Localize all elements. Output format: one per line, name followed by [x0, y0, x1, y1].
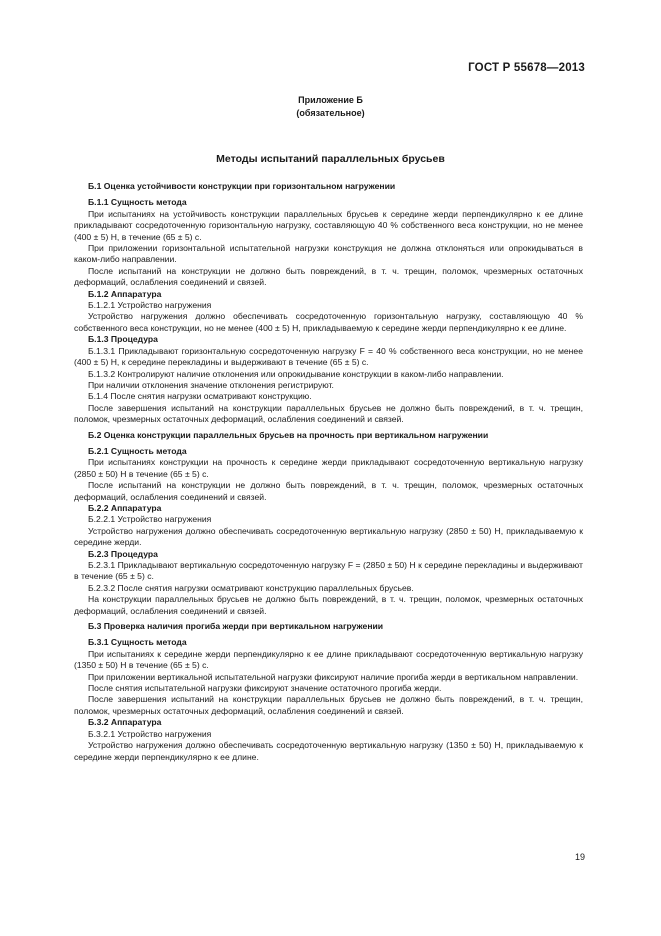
subsection-heading: Б.2.3 Процедура — [88, 548, 158, 559]
annex-title: Приложение Б — [298, 95, 363, 105]
section-heading: Б.3 Проверка наличия прогиба жерди при вертикальном нагружении — [88, 621, 384, 632]
paragraph: При испытаниях конструкции на прочность к середине жерди прикладывают сосредоточенную вертикальную нагрузку (2850 ± 50) Н в течение (65 ± 5) с. — [74, 457, 583, 479]
subsection-heading: Б.1.1 Сущность метода — [88, 197, 187, 208]
paragraph: Б.2.3.1 Прикладывают вертикальную сосредоточенную нагрузку F = (2850 ± 50) Н к середине перекладины и выдерживают в течение (65 ± 5) с. — [74, 560, 583, 582]
paragraph: На конструкции параллельных брусьев не должно быть повреждений, в т. ч. трещин, поломок, чрезмерных остаточных деформаций, ослабления соединений и связей. — [74, 594, 583, 616]
paragraph: Б.1.4 После снятия нагрузки осматривают конструкцию. — [88, 391, 312, 402]
annex-status: (обязательное) — [296, 108, 365, 118]
paragraph: После завершения испытаний на конструкции параллельных брусьев не должно быть повреждений, в т. ч. трещин, поломок, чрезмерных остаточных деформаций, ослабления соединений и связей. — [74, 402, 583, 425]
standard-designation: ГОСТ Р 55678—2013 — [468, 62, 585, 74]
paragraph: После испытаний на конструкции не должно быть повреждений, в т. ч. трещин, поломок, чрезмерных остаточных деформаций, ослабления соединений и связей. — [74, 265, 583, 288]
subsection-heading: Б.3.2 Аппаратура — [88, 717, 162, 728]
subsection-heading: Б.2.1 Сущность метода — [88, 445, 187, 456]
section-heading: Б.2 Оценка конструкции параллельных брусьев на прочность при вертикальном нагружении — [88, 429, 489, 440]
paragraph: При приложении вертикальной испытательной нагрузки фиксируют наличие прогиба жерди в вертикальном направлении. — [88, 671, 579, 682]
paragraph: При испытаниях на устойчивость конструкции параллельных брусьев к середине жерди перпендикулярно к ее длине прикладывают сосредоточенную горизонтальную нагрузку, составляющую 40 % собственного веса конструкции, но не менее (400 ± 5) Н, в течение (65 ± 5) с. — [74, 208, 583, 242]
clause-label: Б.1.2.1 Устройство нагружения — [88, 300, 212, 311]
clause-label: Б.3.2.1 Устройство нагружения — [88, 728, 212, 739]
paragraph: Б.2.3.2 После снятия нагрузки осматривают конструкцию параллельных брусьев. — [88, 582, 414, 593]
document-body — [74, 181, 583, 763]
paragraph: После испытаний на конструкции не должно быть повреждений, в т. ч. трещин, поломок, чрезмерных остаточных деформаций, ослабления соединений и связей. — [74, 480, 583, 502]
subsection-heading: Б.1.2 Аппаратура — [88, 288, 162, 299]
paragraph: При наличии отклонения значение отклонения регистрируют. — [88, 379, 334, 390]
paragraph: Устройство нагружения должно обеспечивать сосредоточенную вертикальную нагрузку (1350 ± 50) Н, прикладываемую к середине жерди перпендикулярно к ее длине. — [74, 740, 583, 762]
subsection-heading: Б.3.1 Сущность метода — [88, 637, 187, 648]
paragraph: Устройство нагружения должно обеспечивать сосредоточенную горизонтальную нагрузку, составляющую 40 % собственного веса конструкции, но не менее (400 ± 5) Н, прикладываемую к середине жерди перпендикулярно к ее длине. — [74, 311, 583, 333]
paragraph: Б.1.3.2 Контролируют наличие отклонения или опрокидывание конструкции в каком-либо направлении. — [88, 368, 504, 379]
paragraph: Б.1.3.1 Прикладывают горизонтальную сосредоточенную нагрузку F = 40 % собственного веса конструкции, но не менее (400 ± 5) Н, к середине перекладины и выдерживают в течение (65 ± 5) с. — [74, 345, 583, 368]
paragraph: При испытаниях к середине жерди перпендикулярно к ее длине прикладывают сосредоточенную вертикальную нагрузку (1350 ± 50) Н в течение (65 ± 5) с. — [74, 648, 583, 671]
clause-label: Б.2.2.1 Устройство нагружения — [88, 514, 212, 525]
paragraph: После снятия испытательной нагрузки фиксируют значение остаточного прогиба жерди. — [88, 683, 442, 694]
section-heading: Б.1 Оценка устойчивости конструкции при горизонтальном нагружении — [88, 181, 396, 191]
subsection-heading: Б.2.2 Аппаратура — [88, 502, 162, 513]
page-number: 19 — [574, 852, 585, 862]
subsection-heading: Б.1.3 Процедура — [88, 334, 158, 345]
paragraph: Устройство нагружения должно обеспечивать сосредоточенную вертикальную нагрузку (2850 ± 50) Н, прикладываемую к середине жерди. — [74, 525, 583, 548]
document-title: Методы испытаний параллельных брусьев — [216, 153, 445, 165]
paragraph: После завершения испытаний на конструкции параллельных брусьев не должно быть повреждений, в т. ч. трещин, поломок, чрезмерных остаточных деформаций, ослабления соединений и связей. — [74, 694, 583, 716]
paragraph: При приложении горизонтальной испытательной нагрузки конструкция не должна отклоняться или опрокидываться в каком-либо направлении. — [74, 243, 583, 265]
